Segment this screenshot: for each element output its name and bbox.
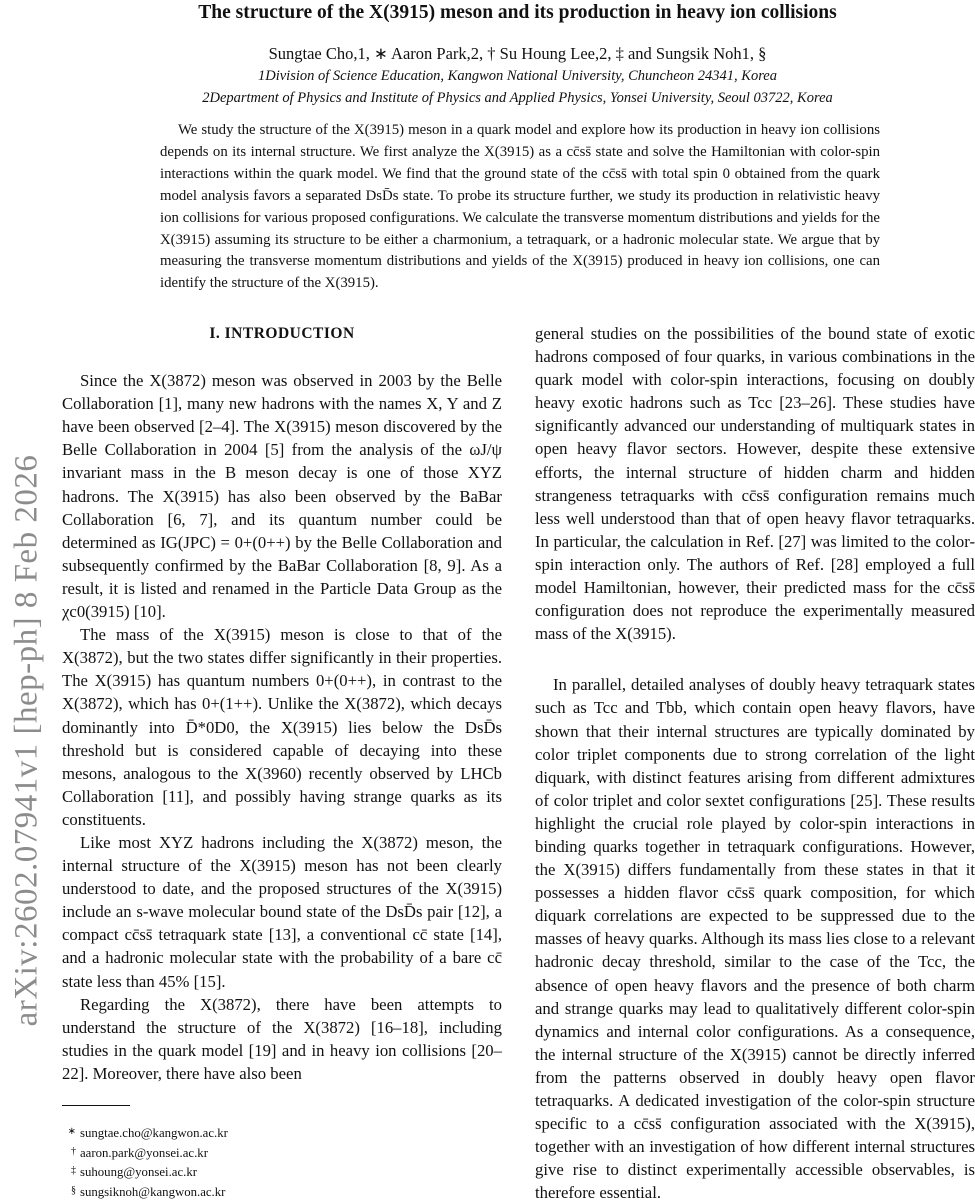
affiliation-2: 2Department of Physics and Institute of Physics and Applied Physics, Yonsei University, Seoul 03722, Korea <box>202 90 833 106</box>
paragraph: Since the X(3872) meson was observed in 2003 by the Belle Collaboration [1], many new hadrons with the names X, Y and Z have been observed [2–4]. The X(3915) meson discovered by the Belle Collaboration in 2004 [5] from the analysis of the ωJ/ψ invariant mass in the B meson decay is one of those XYZ hadrons. The X(3915) has also been observed by the BaBar Collaboration [6, 7], and its quantum number could be determined as IG(JPC) = 0+(0++) by the Belle Collaboration and subsequently confirmed by the BaBar Collaboration [8, 9]. As a result, it is listed and renamed in the Particle Data Group as the χc0(3915) [10]. <box>62 371 502 622</box>
author-email-link[interactable]: suhoung@yonsei.ac.kr <box>80 1165 197 1180</box>
paragraph: In parallel, detailed analyses of doubly heavy tetraquark states such as Tcc and Tbb, which contain open heavy flavors, have shown that their internal structures are typically dominated by color triplet components due to strong correlation of the light diquark, with distinct features arising from different admixtures of color triplet and color sextet configurations [25]. These results highlight the crucial role played by color-spin interactions in binding quarks together in tetraquark configurations. However, the X(3915) differs fundamentally from these states in that it possesses a hidden flavor cc̄ss̄ quark composition, for which diquark correlations are expected to be suppressed due to the masses of heavy quarks. Although its mass lies close to a relevant hadronic decay threshold, similar to the case of the Tcc, the absence of open heavy flavors and the presence of both charm and strange quarks may lead to qualitatively different color-spin dynamics and internal color configurations. As a consequence, the internal structure of the X(3915) cannot be directly inferred from the patterns observed in doubly heavy open flavor tetraquarks. A dedicated investigation of the color-spin structure specific to a cc̄ss̄ configuration associated with the X(3915), together with an investigation of how different internal structures give rise to distinct experimentally accessible observables, is therefore essential. <box>535 675 975 1203</box>
author-email-link[interactable]: aaron.park@yonsei.ac.kr <box>80 1145 208 1160</box>
right-column <box>535 322 975 1204</box>
paragraph: Regarding the X(3872), there have been attempts to understand the structure of the X(3872) [16–18], including studies in the quark model [19] and in heavy ion collisions [20–22]. Moreover, there have also been <box>62 994 502 1083</box>
section-heading-introduction: I. INTRODUCTION <box>209 325 355 342</box>
left-column <box>62 322 502 1085</box>
author-email-link[interactable]: sungtae.cho@kangwon.ac.kr <box>80 1126 228 1140</box>
footnote: † aaron.park@yonsei.ac.kr <box>71 1145 208 1160</box>
arxiv-id: arXiv:2602.07941v1 [hep-ph] 8 Feb 2026 <box>8 454 45 1026</box>
paragraph: Like most XYZ hadrons including the X(3872) meson, the internal structure of the X(3915) meson has not been clearly understood to date, and the proposed structures of the X(3915) include an s-wave molecular bound state of the DsD̄s pair [12], a compact cc̄ss̄ tetraquark state [13], a conventional cc̄ state [14], and a hadronic molecular state with the probability of a bare cc̄ state less than 45% [15]. <box>62 832 502 991</box>
paragraph: general studies on the possibilities of the bound state of exotic hadrons composed of four quarks, in various combinations in the quark model with color-spin interactions, focusing on doubly heavy exotic hadrons such as Tcc [23–26]. These studies have significantly advanced our understanding of multiquark states in open heavy flavor sectors. However, despite these extensive efforts, the internal structure of hidden charm and hidden strangeness tetraquarks with cc̄ss̄ configuration remains much less well understood than that of open heavy flavor tetraquarks. In particular, the calculation in Ref. [27] was limited to the color-spin interaction only. The authors of Ref. [28] employed a full model Hamiltonian, however, their predicted mass for the cc̄ss̄ configuration does not reproduce the experimentally measured mass of the X(3915). <box>535 324 975 644</box>
author-list: Sungtae Cho,1, ∗ Aaron Park,2, † Su Houng Lee,2, ‡ and Sungsik Noh1, § <box>268 44 767 63</box>
footnote: § sungsiknoh@kangwon.ac.kr <box>71 1184 226 1199</box>
footnotes <box>62 1123 382 1201</box>
paragraph: The mass of the X(3915) meson is close to that of the X(3872), but the two states differ significantly in their properties. The X(3915) has quantum numbers 0+(0++), in contrast to the X(3872), which has 0+(1++). Unlike the X(3872), which decays dominantly into D̄*0D0, the X(3915) lies below the DsD̄s threshold but is considered capable of decaying into these mesons, analogous to the X(3960) recently observed by LHCb Collaboration [11], and possibly having strange quarks as its constituents. <box>62 625 502 829</box>
footnote: ‡ suhoung@yonsei.ac.kr <box>71 1165 197 1180</box>
arxiv-identifier-stamp <box>2 300 52 1180</box>
author-email-link[interactable]: sungsiknoh@kangwon.ac.kr <box>80 1184 226 1199</box>
abstract: We study the structure of the X(3915) meson in a quark model and explore how its production in heavy ion collisions depends on its internal structure. We first analyze the X(3915) as a cc̄ss̄ state and solve the Hamiltonian with color-spin interactions within the quark model. We find that the ground state of the cc̄ss̄ with total spin 0 obtained from the quark model analysis favors a separated DsD̄s state. To probe its structure further, we study its production in relativistic heavy ion collisions for various proposed configurations. We calculate the transverse momentum distributions and yields for the X(3915) assuming its structure to be either a charmonium, a tetraquark, or a hadronic molecular state. We argue that by measuring the transverse momentum distributions and yields of the X(3915) produced in heavy ion collisions, one can identify the structure of the X(3915). <box>160 122 880 292</box>
footnote-rule <box>62 1105 130 1106</box>
paper-title: The structure of the X(3915) meson and its production in heavy ion collisions <box>198 2 837 23</box>
footnote: ∗ sungtae.cho@kangwon.ac.kr <box>67 1126 228 1140</box>
affiliation-1: 1Division of Science Education, Kangwon National University, Chuncheon 24341, Korea <box>258 68 777 84</box>
